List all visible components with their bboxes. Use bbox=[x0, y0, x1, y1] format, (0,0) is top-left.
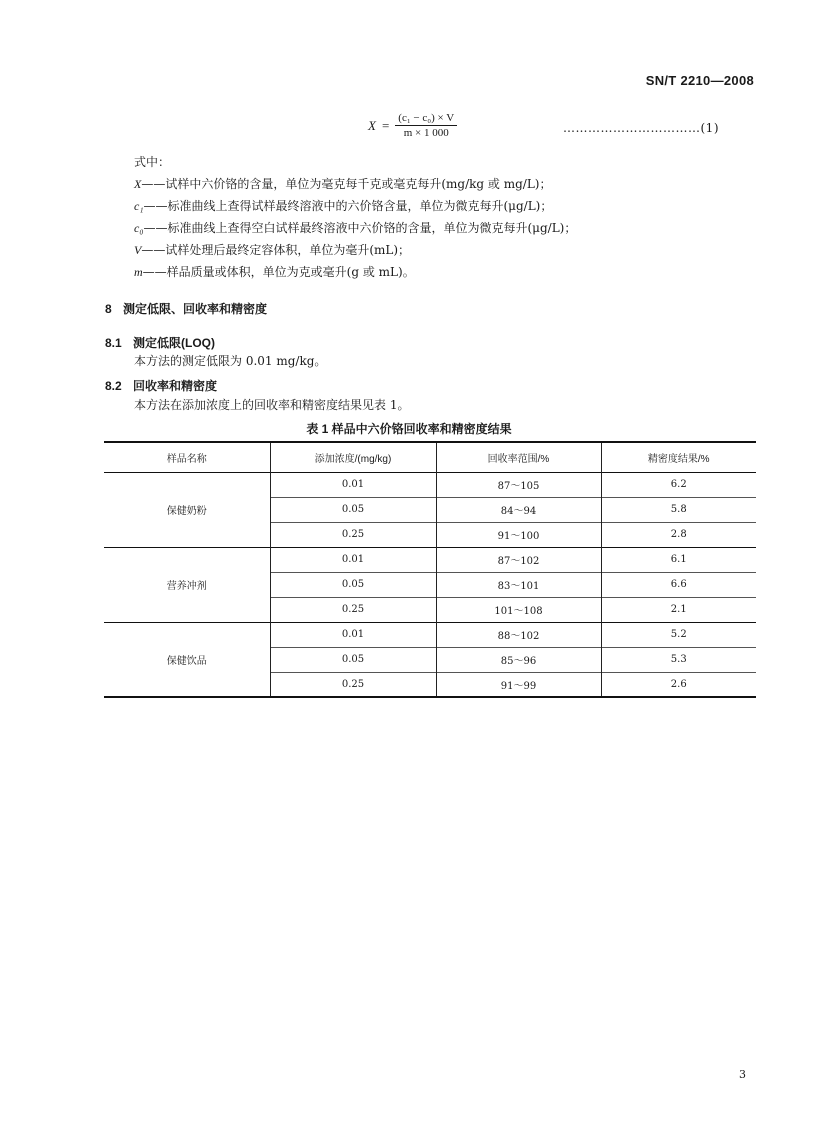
recovery-range-cell: 83～101 bbox=[436, 572, 601, 597]
where-item bbox=[134, 178, 551, 190]
formula-1 bbox=[368, 112, 457, 139]
section-heading-8-2 bbox=[105, 377, 217, 394]
column-header-spike-level: 添加浓度/(mg/kg) bbox=[270, 442, 436, 472]
variable-symbol: c₀ bbox=[134, 221, 144, 235]
document-header-code: SN/T 2210—2008 bbox=[645, 73, 754, 88]
section-8-1-body: 本方法的测定低限为 0.01 mg/kg。 bbox=[134, 354, 327, 368]
recovery-range-cell: 84～94 bbox=[436, 497, 601, 522]
variable-description: ——标准曲线上查得空白试样最终溶液中六价铬的含量，单位为微克每升(μg/L)； bbox=[143, 221, 577, 235]
recovery-range-cell: 91～99 bbox=[436, 672, 601, 697]
column-header-precision: 精密度结果/% bbox=[647, 453, 710, 465]
variable-symbol: c₁ bbox=[134, 199, 144, 213]
precision-cell: 5.2 bbox=[670, 629, 687, 640]
table-row bbox=[104, 547, 756, 572]
sample-name-cell: 营养冲剂 bbox=[104, 547, 270, 622]
table-caption: 表 1 样品中六价铬回收率和精密度结果 bbox=[306, 422, 512, 436]
spike-level-cell: 0.05 bbox=[270, 572, 436, 597]
section-number: 8.2 bbox=[105, 379, 122, 393]
variable-symbol: V bbox=[134, 243, 142, 257]
precision-cell: 2.8 bbox=[670, 529, 687, 540]
where-intro: 式中： bbox=[134, 155, 171, 169]
formula-numerator: (c₁ − c₀) × V bbox=[395, 112, 457, 126]
section-heading-8 bbox=[105, 300, 267, 317]
table-row bbox=[104, 622, 756, 647]
where-item bbox=[134, 244, 410, 256]
variable-description: ——标准曲线上查得试样最终溶液中的六价铬含量，单位为微克每升(μg/L)； bbox=[143, 199, 553, 213]
formula-number: ……………………………(1) bbox=[563, 121, 719, 135]
table-row bbox=[104, 472, 756, 497]
variable-description: ——试样处理后最终定容体积，单位为毫升(mL)； bbox=[141, 243, 411, 257]
column-header-sample-name: 样品名称 bbox=[104, 442, 270, 472]
sample-name-cell: 保健饮品 bbox=[104, 622, 270, 697]
variable-symbol: m bbox=[134, 265, 143, 279]
spike-level-cell: 0.05 bbox=[270, 497, 436, 522]
recovery-range-cell: 87～105 bbox=[436, 472, 601, 497]
table-header-row bbox=[104, 442, 756, 472]
section-number: 8.1 bbox=[105, 336, 122, 350]
where-item bbox=[134, 266, 415, 278]
precision-cell: 6.1 bbox=[670, 554, 687, 565]
recovery-range-cell: 87～102 bbox=[436, 547, 601, 572]
spike-level-cell: 0.25 bbox=[270, 522, 436, 547]
variable-symbol: X bbox=[134, 177, 142, 191]
variable-description: ——样品质量或体积，单位为克或毫升(g 或 mL)。 bbox=[142, 265, 415, 279]
recovery-range-cell: 85～96 bbox=[436, 647, 601, 672]
section-title: 测定低限、回收率和精密度 bbox=[123, 302, 268, 316]
section-title: 回收率和精密度 bbox=[133, 379, 218, 393]
section-heading-8-1 bbox=[105, 334, 215, 351]
precision-cell: 2.6 bbox=[670, 678, 687, 690]
precision-cell: 5.3 bbox=[670, 654, 687, 665]
spike-level-cell: 0.01 bbox=[270, 547, 436, 572]
precision-cell: 5.8 bbox=[670, 504, 687, 515]
formula-equals: = bbox=[381, 117, 390, 133]
section-title: 测定低限(LOQ) bbox=[133, 336, 215, 350]
recovery-range-cell: 88～102 bbox=[436, 622, 601, 647]
spike-level-cell: 0.25 bbox=[270, 597, 436, 622]
recovery-precision-table bbox=[104, 441, 756, 698]
section-8-2-body: 本方法在添加浓度上的回收率和精密度结果见表 1。 bbox=[134, 398, 410, 412]
recovery-range-cell: 91～100 bbox=[436, 522, 601, 547]
precision-cell: 6.2 bbox=[670, 479, 687, 490]
where-item bbox=[134, 200, 552, 212]
spike-level-cell: 0.25 bbox=[270, 672, 436, 697]
spike-level-cell: 0.01 bbox=[270, 622, 436, 647]
page-number: 3 bbox=[739, 1068, 746, 1081]
section-number: 8 bbox=[105, 302, 112, 316]
spike-level-cell: 0.01 bbox=[270, 472, 436, 497]
variable-description: ——试样中六价铬的含量，单位为毫克每千克或毫克每升(mg/kg 或 mg/L)； bbox=[141, 177, 552, 191]
formula-lhs: X bbox=[368, 117, 376, 133]
formula-fraction bbox=[395, 112, 457, 139]
where-item bbox=[134, 222, 576, 234]
column-header-recovery-range: 回收率范围/% bbox=[436, 442, 601, 472]
sample-name-cell: 保健奶粉 bbox=[104, 472, 270, 547]
spike-level-cell: 0.05 bbox=[270, 647, 436, 672]
recovery-range-cell: 101～108 bbox=[436, 597, 601, 622]
precision-cell: 2.1 bbox=[670, 604, 687, 615]
precision-cell: 6.6 bbox=[670, 579, 687, 590]
formula-denominator: m × 1 000 bbox=[403, 127, 449, 139]
